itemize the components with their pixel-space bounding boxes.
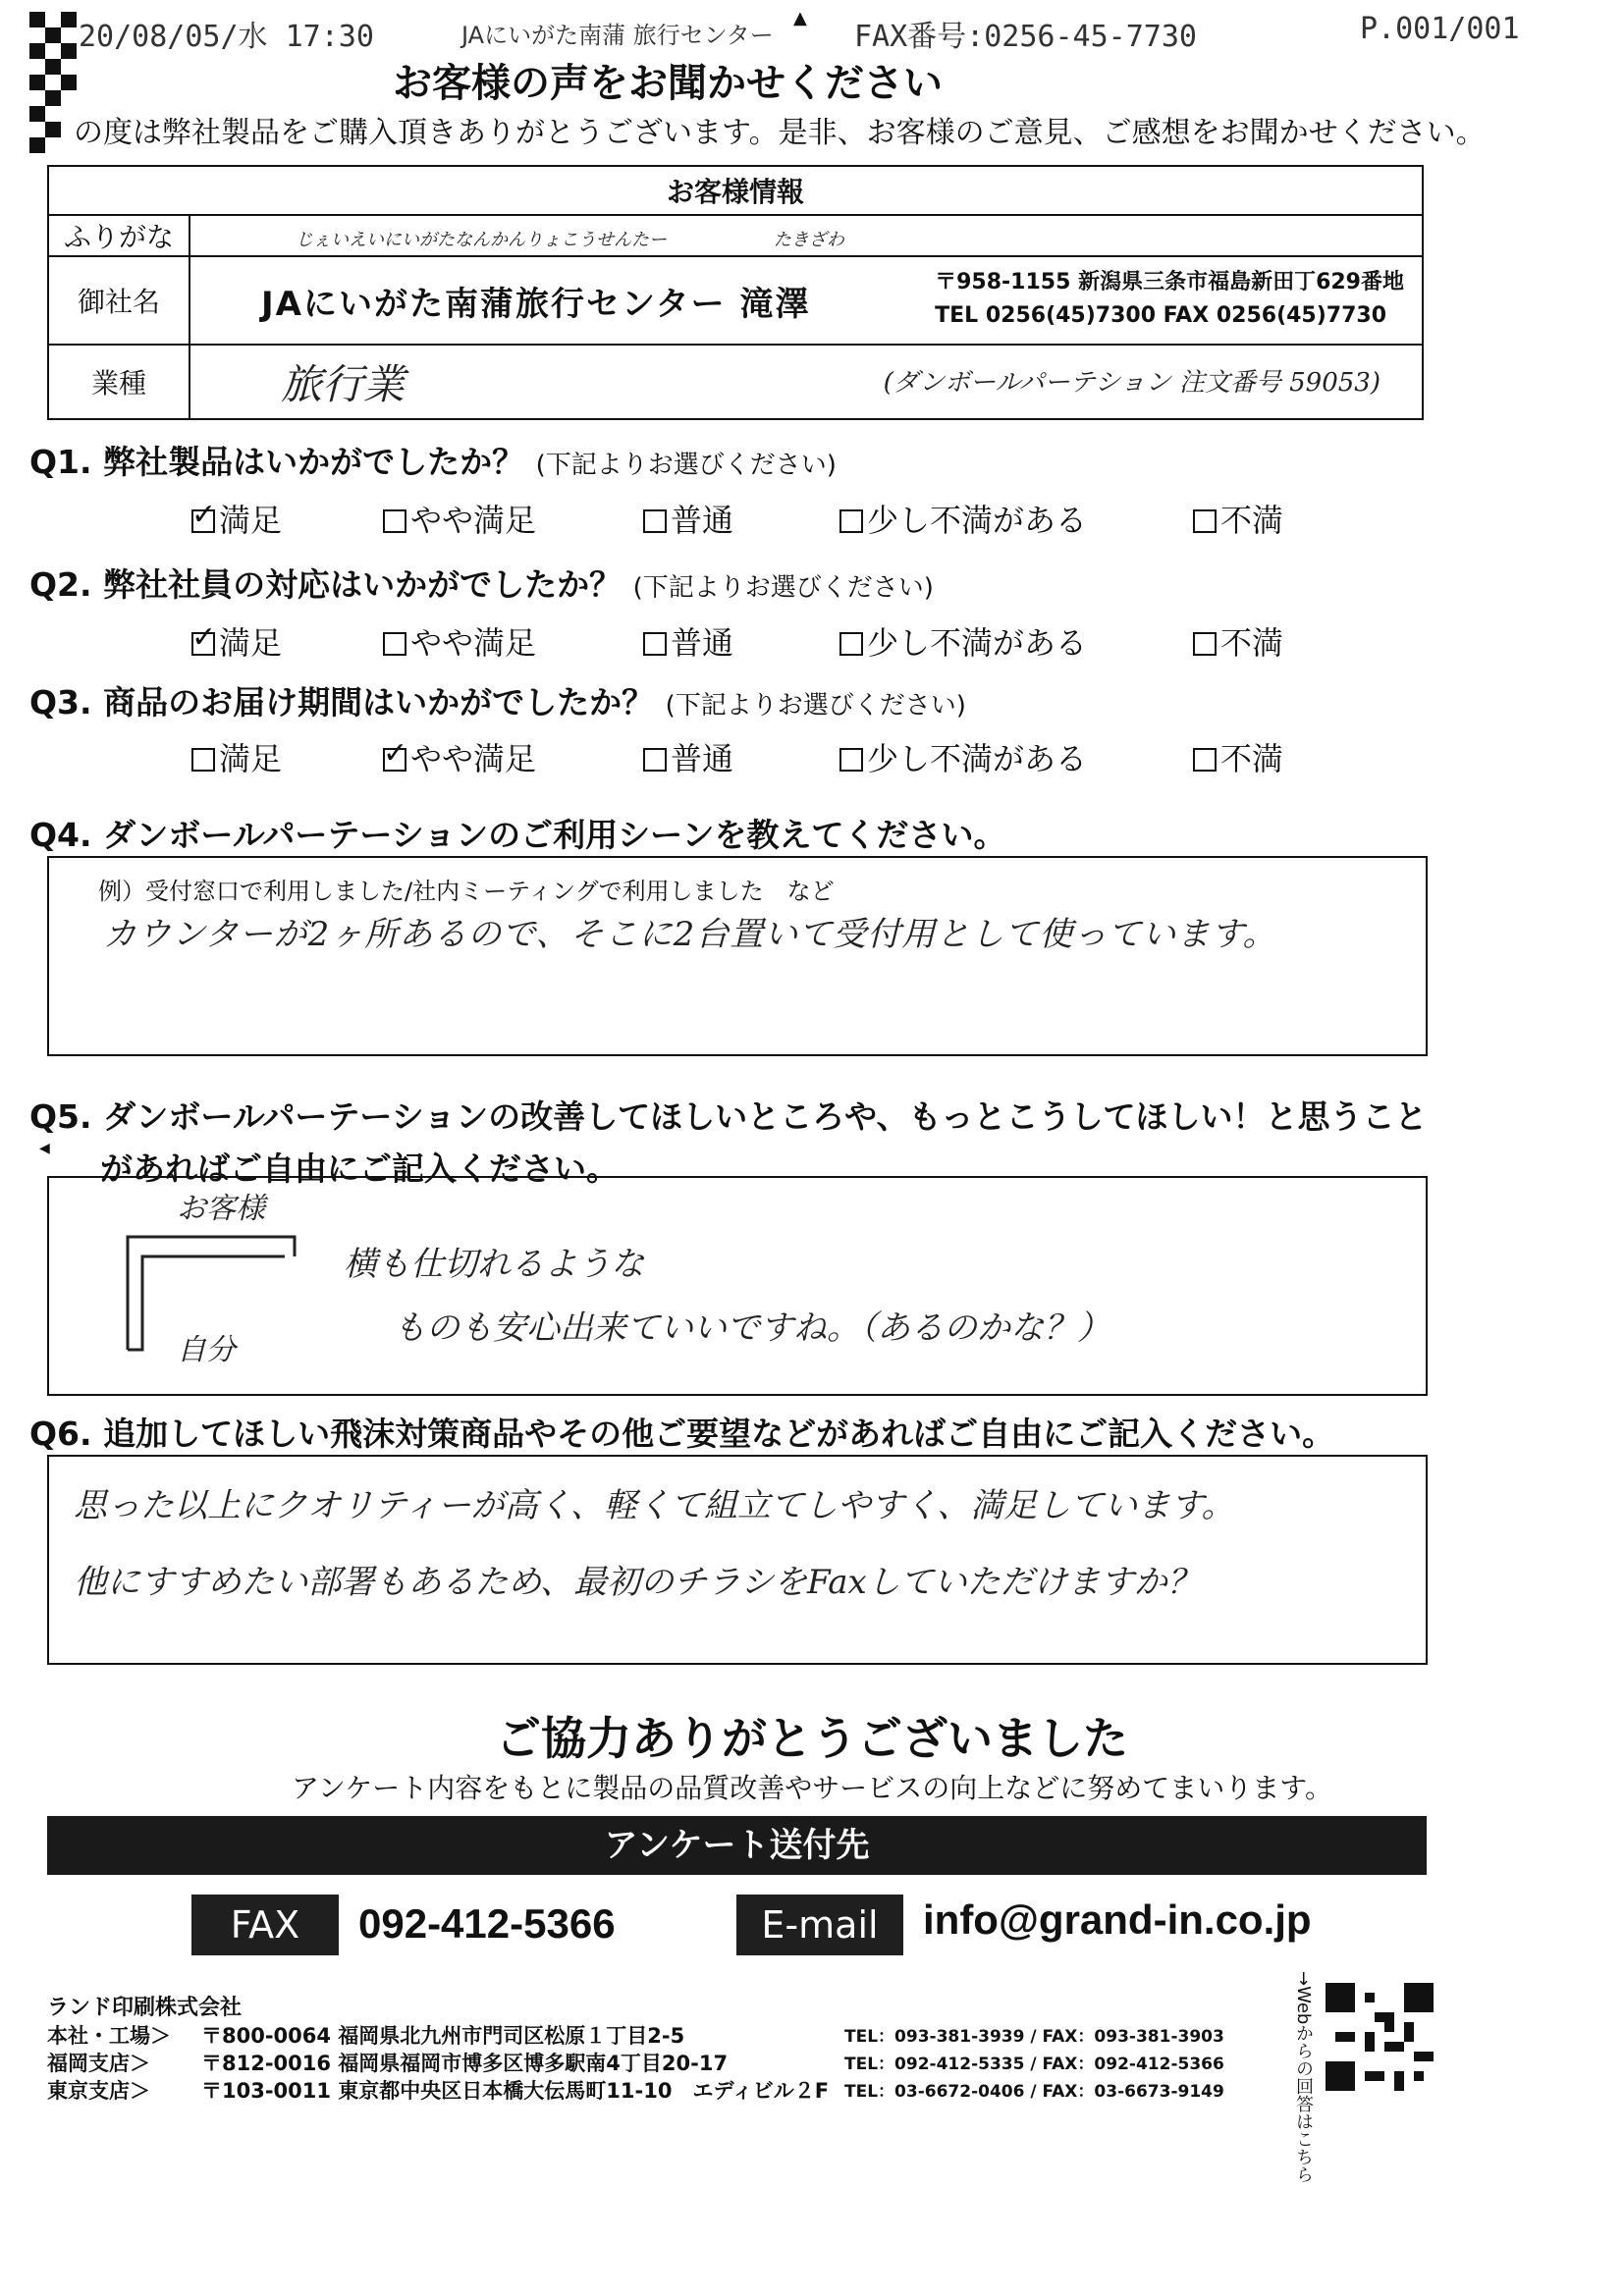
fax-sender: JAにいがた南蒲 旅行センター bbox=[461, 22, 774, 49]
office-address: 〒812-0016 福岡県福岡市博多区博多駅南4丁目20-17 bbox=[201, 2052, 729, 2075]
checkbox-icon bbox=[643, 509, 667, 533]
checkbox-icon bbox=[191, 748, 215, 772]
question-3: Q3. 商品のお届け期間はいかがでしたか？ (下記よりお選びください) bbox=[29, 683, 966, 721]
checkbox-icon bbox=[839, 509, 863, 533]
q1-option-2[interactable]: やや満足 bbox=[383, 496, 536, 541]
checkbox-icon bbox=[1193, 748, 1217, 772]
checkbox-icon bbox=[383, 632, 406, 656]
office-tel-fax: TEL：03-6672-0406 / FAX：03-6673-9149 bbox=[844, 2082, 1224, 2102]
q5-answer-box[interactable] bbox=[47, 1176, 1428, 1396]
q4-example: 例）受付窓口で利用しました/社内ミーティングで利用しました など bbox=[98, 878, 835, 905]
question-5: Q5. ダンボールパーテーションの改善してほしいところや、もっとこうしてほしい！と思うこと があればご自由にご記入ください。 bbox=[29, 1097, 1428, 1188]
industry-value: 旅行業 bbox=[281, 360, 406, 408]
checkbox-icon bbox=[839, 748, 863, 772]
checkbox-icon bbox=[643, 632, 667, 656]
destination-bar: アンケート送付先 bbox=[47, 1816, 1427, 1875]
web-answer-note: →Webからの回答はこちら bbox=[1293, 1971, 1314, 2184]
office-name: 東京支店＞ bbox=[47, 2079, 150, 2103]
q2-option-5[interactable]: 不満 bbox=[1193, 618, 1283, 664]
checkbox-checked-icon bbox=[383, 748, 406, 772]
furigana-value: じぇいえいにいがたなんかんりょこうせんたー bbox=[296, 229, 667, 250]
q3-option-4[interactable]: 少し不満がある bbox=[839, 734, 1087, 779]
q4-answer: カウンターが2ヶ所あるので、そこに2台置いて受付用として使っています。 bbox=[103, 915, 1277, 954]
company-value: JAにいがた南蒲旅行センター 滝澤 bbox=[261, 284, 811, 324]
question-6: Q6. 追加してほしい飛沫対策商品やその他ご要望などがあればご自由にご記入ください。 bbox=[29, 1415, 1335, 1453]
industry-note: (ダンボールパーテション 注文番号 59053) bbox=[883, 368, 1380, 398]
sketch-label-customer: お客様 bbox=[177, 1192, 265, 1226]
q2-option-1[interactable]: ✓満足 bbox=[191, 618, 282, 664]
email-address[interactable]: info@grand-in.co.jp bbox=[923, 1896, 1312, 1943]
office-tel-fax: TEL：092-412-5335 / FAX：092-412-5366 bbox=[844, 2055, 1224, 2074]
checkbox-icon bbox=[643, 748, 667, 772]
q1-option-3[interactable]: 普通 bbox=[643, 496, 733, 541]
checkbox-checked-icon bbox=[191, 632, 215, 656]
page-title: お客様の声をお聞かせください bbox=[393, 61, 943, 106]
fax-datetime: 20/08/05/水 17:30 bbox=[79, 20, 374, 54]
office-tel-fax: TEL：093-381-3939 / FAX：093-381-3903 bbox=[844, 2027, 1224, 2047]
q3-option-1[interactable]: 満足 bbox=[191, 734, 282, 779]
email-tag: E-mail bbox=[736, 1895, 903, 1955]
customer-info-table bbox=[47, 165, 1424, 420]
furigana-label: ふりがな bbox=[48, 215, 189, 256]
company-name: ランド印刷株式会社 bbox=[47, 1996, 243, 2020]
fax-contact-number[interactable]: 092-412-5366 bbox=[358, 1900, 616, 1947]
q3-option-3[interactable]: 普通 bbox=[643, 734, 733, 779]
q1-option-5[interactable]: 不満 bbox=[1193, 496, 1283, 541]
registration-mark bbox=[29, 12, 79, 159]
sketch-label-self: 自分 bbox=[177, 1333, 236, 1367]
q2-option-2[interactable]: やや満足 bbox=[383, 618, 536, 664]
q1-option-1[interactable]: ✓満足 bbox=[191, 496, 282, 541]
office-name: 福岡支店＞ bbox=[47, 2052, 150, 2075]
office-address: 〒103-0011 東京都中央区日本橋大伝馬町11-10 エディビル２F bbox=[201, 2079, 830, 2103]
fax-number: FAX番号:0256-45-7730 bbox=[854, 20, 1197, 54]
checkbox-checked-icon bbox=[191, 509, 215, 533]
q5-answer-line-2: ものも安心出来ていいですね。（あるのかな？） bbox=[393, 1308, 1110, 1348]
q2-option-3[interactable]: 普通 bbox=[643, 618, 733, 664]
company-tel-fax: TEL 0256(45)7300 FAX 0256(45)7730 bbox=[935, 303, 1387, 328]
checkbox-icon bbox=[1193, 632, 1217, 656]
office-name: 本社・工場＞ bbox=[47, 2024, 171, 2048]
q2-option-4[interactable]: 少し不満がある bbox=[839, 618, 1087, 664]
industry-label: 業種 bbox=[48, 345, 189, 419]
question-2: Q2. 弊社社員の対応はいかがでしたか？ (下記よりお選びください) bbox=[29, 565, 934, 604]
fax-tag: FAX bbox=[191, 1895, 339, 1955]
qr-code-icon[interactable] bbox=[1326, 1983, 1434, 2091]
intro-text: の度は弊社製品をご購入頂きありがとうございます。是非、お客様のご意見、ご感想をお聞かせください。 bbox=[74, 116, 1486, 150]
customer-info-heading: お客様情報 bbox=[48, 166, 1423, 215]
company-label: 御社名 bbox=[48, 256, 189, 345]
company-address: 〒958-1155 新潟県三条市福島新田丁629番地 bbox=[935, 270, 1404, 294]
triangle-icon: ▲ bbox=[793, 8, 807, 28]
thanks-subtext: アンケート内容をもとに製品の品質改善やサービスの向上などに努めてまいります。 bbox=[291, 1772, 1333, 1804]
furigana-person: たきざわ bbox=[773, 229, 844, 250]
checkbox-icon bbox=[839, 632, 863, 656]
question-1: Q1. 弊社製品はいかがでしたか？ (下記よりお選びください) bbox=[29, 443, 837, 481]
checkbox-icon bbox=[383, 509, 406, 533]
q6-answer-box[interactable] bbox=[47, 1455, 1428, 1665]
q3-option-5[interactable]: 不満 bbox=[1193, 734, 1283, 779]
q5-answer-line-1: 横も仕切れるような bbox=[344, 1245, 644, 1284]
q3-option-2[interactable]: ✓ やや満足 bbox=[383, 734, 536, 779]
thanks-heading: ご協力ありがとうございました bbox=[496, 1712, 1128, 1765]
q1-option-4[interactable]: 少し不満がある bbox=[839, 496, 1087, 541]
question-4: Q4. ダンボールパーテーションのご利用シーンを教えてください。 bbox=[29, 816, 1006, 854]
checkbox-icon bbox=[1193, 509, 1217, 533]
arrow-left-icon: ◀ bbox=[39, 1141, 50, 1156]
q6-answer-line-2: 他にすすめたい部署もあるため、最初のチラシをFaxしていただけますか？ bbox=[74, 1563, 1201, 1602]
q4-answer-box[interactable] bbox=[47, 856, 1428, 1056]
q6-answer-line-1: 思った以上にクオリティーが高く、軽くて組立てしやすく、満足しています。 bbox=[74, 1486, 1235, 1525]
page-number: P.001/001 bbox=[1360, 12, 1520, 46]
office-address: 〒800-0064 福岡県北九州市門司区松原１丁目2-5 bbox=[201, 2024, 685, 2048]
